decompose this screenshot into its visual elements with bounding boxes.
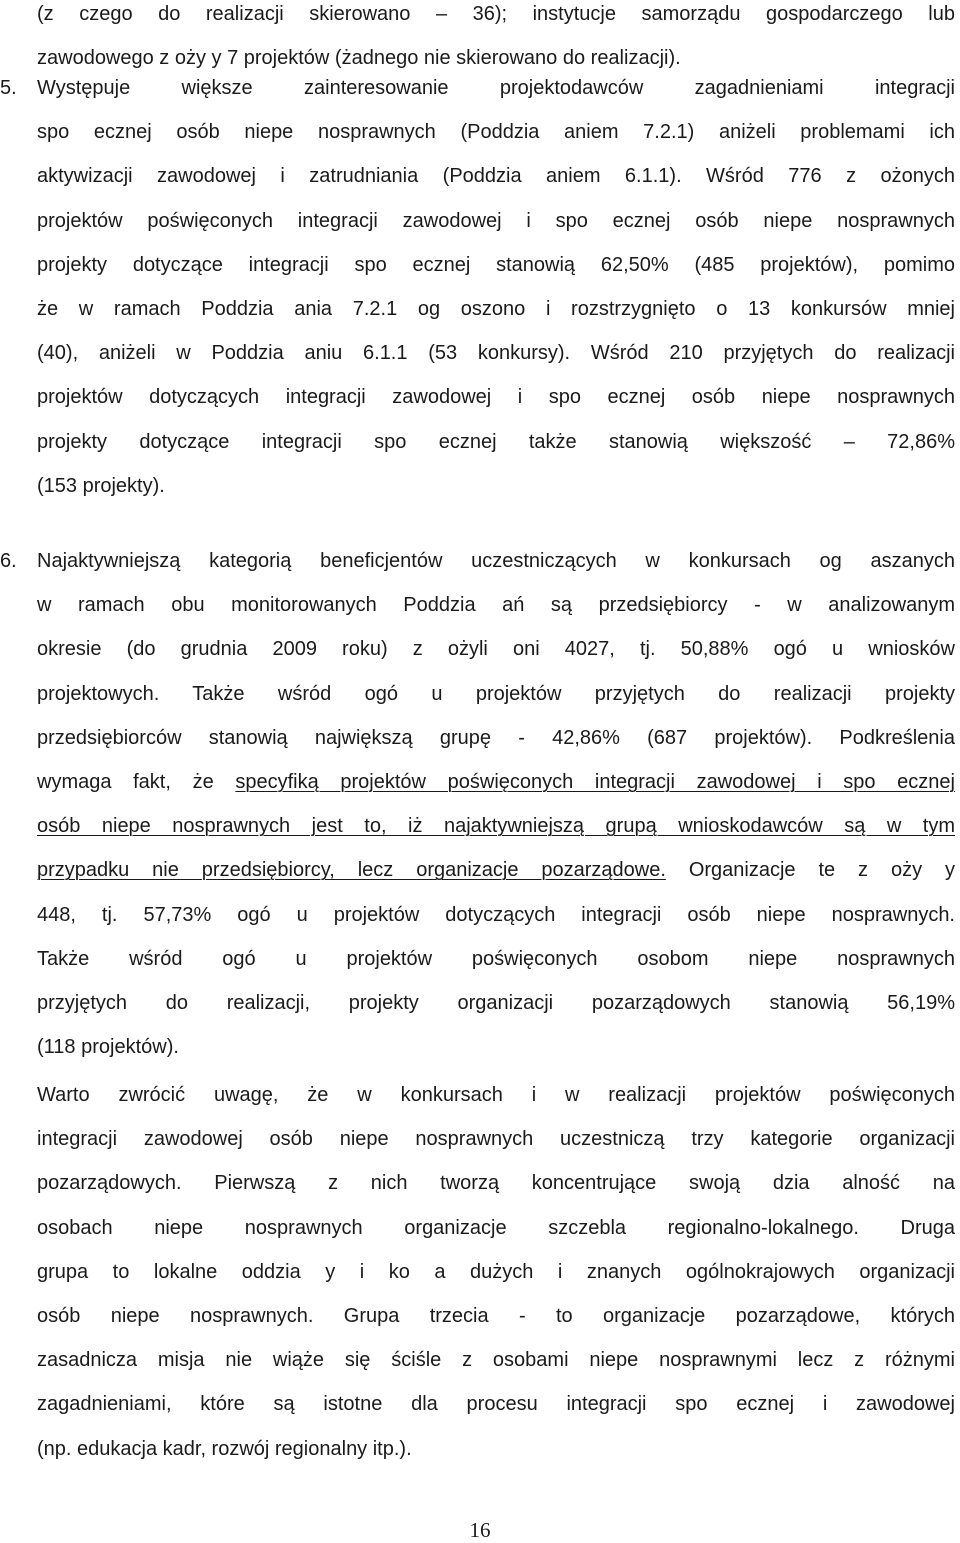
text-line	[37, 760, 955, 804]
text-line: aktywizacji zawodowej i zatrudniania (Poddzia aniem 6.1.1). Wśród 776 z ożonych	[37, 165, 955, 188]
text-line: integracji zawodowej osób niepe nosprawnych uczestniczą trzy kategorie organizacji	[37, 1128, 955, 1151]
text-line: (np. edukacja kadr, rozwój regionalny itp.).	[37, 1437, 412, 1460]
underlined-text: przypadku nie przedsiębiorcy, lecz organizacje pozarządowe.	[37, 859, 666, 882]
point-5-paragraph	[37, 66, 955, 508]
text-line: projekty dotyczące integracji spo ecznej także stanowią większość – 72,86%	[37, 430, 955, 453]
text-segment: Organizacje te z oży y	[665, 859, 955, 882]
text-line: projektów dotyczących integracji zawodowej i spo ecznej osób niepe nosprawnych	[37, 386, 955, 409]
underlined-text: specyfiką projektów poświęconych integracji zawodowej i spo ecznej	[235, 771, 955, 794]
text-line	[37, 848, 955, 892]
text-line: (118 projektów).	[37, 1036, 179, 1059]
text-line: projekty dotyczące integracji spo ecznej stanowią 62,50% (485 projektów), pomimo	[37, 253, 955, 276]
text-line: przyjętych do realizacji, projekty organizacji pozarządowych stanowią 56,19%	[37, 992, 955, 1015]
text-line: przedsiębiorców stanowią największą grupę - 42,86% (687 projektów). Podkreślenia	[37, 726, 955, 749]
text-line: projektów poświęconych integracji zawodowej i spo ecznej osób niepe nosprawnych	[37, 209, 955, 232]
text-line: osób niepe nosprawnych. Grupa trzecia - to organizacje pozarządowe, których	[37, 1305, 955, 1328]
text-line: że w ramach Poddzia ania 7.2.1 og oszono i rozstrzygnięto o 13 konkursów mniej	[37, 298, 955, 321]
text-line: osobach niepe nosprawnych organizacje szczebla regionalno-lokalnego. Druga	[37, 1216, 955, 1239]
text-line: (z czego do realizacji skierowano – 36); instytucje samorządu gospodarczego lub	[37, 3, 955, 25]
text-line: okresie (do grudnia 2009 roku) z ożyli oni 4027, tj. 50,88% ogó u wniosków	[37, 638, 955, 661]
text-line: (40), aniżeli w Poddzia aniu 6.1.1 (53 konkursy). Wśród 210 przyjętych do realizacji	[37, 342, 955, 365]
closing-paragraph	[37, 1073, 955, 1471]
point-6-paragraph	[37, 539, 955, 1069]
text-line: grupa to lokalne oddzia y i ko a dużych i znanych ogólnokrajowych organizacji	[37, 1260, 955, 1283]
list-number-5: 5.	[0, 77, 17, 99]
text-line: 448, tj. 57,73% ogó u projektów dotyczących integracji osób niepe nosprawnych.	[37, 903, 955, 926]
list-number-6: 6.	[0, 550, 17, 572]
text-line: projektowych. Także wśród ogó u projektów przyjętych do realizacji projekty	[37, 682, 955, 705]
text-line: (153 projekty).	[37, 474, 165, 497]
text-line: zagadnieniami, które są istotne dla procesu integracji spo ecznej i zawodowej	[37, 1393, 955, 1416]
text-line: w ramach obu monitorowanych Poddzia ań są przedsiębiorcy - w analizowanym	[37, 594, 955, 617]
text-line: zawodowego z oży y 7 projektów (żadnego nie skierowano do realizacji).	[37, 47, 681, 70]
text-line	[37, 804, 955, 848]
text-line: zasadnicza misja nie wiąże się ściśle z osobami niepe nosprawnymi lecz z różnymi	[37, 1349, 955, 1372]
text-segment: wymaga fakt, że	[37, 771, 236, 794]
text-line: Najaktywniejszą kategorią beneficjentów uczestniczących w konkursach og aszanych	[37, 550, 955, 572]
text-line: Występuje większe zainteresowanie projektodawców zagadnieniami integracji	[37, 77, 955, 99]
page-number: 16	[469, 1518, 491, 1542]
text-line: Warto zwrócić uwagę, że w konkursach i w realizacji projektów poświęconych	[37, 1084, 955, 1106]
text-line: pozarządowych. Pierwszą z nich tworzą koncentrujące swoją dzia alność na	[37, 1172, 955, 1195]
text-line: Także wśród ogó u projektów poświęconych osobom niepe nosprawnych	[37, 947, 955, 970]
underlined-text: osób niepe nosprawnych jest to, iż najaktywniejszą grupą wnioskodawców są w tym	[37, 815, 955, 838]
text-line: spo ecznej osób niepe nosprawnych (Poddzia aniem 7.2.1) aniżeli problemami ich	[37, 121, 955, 144]
